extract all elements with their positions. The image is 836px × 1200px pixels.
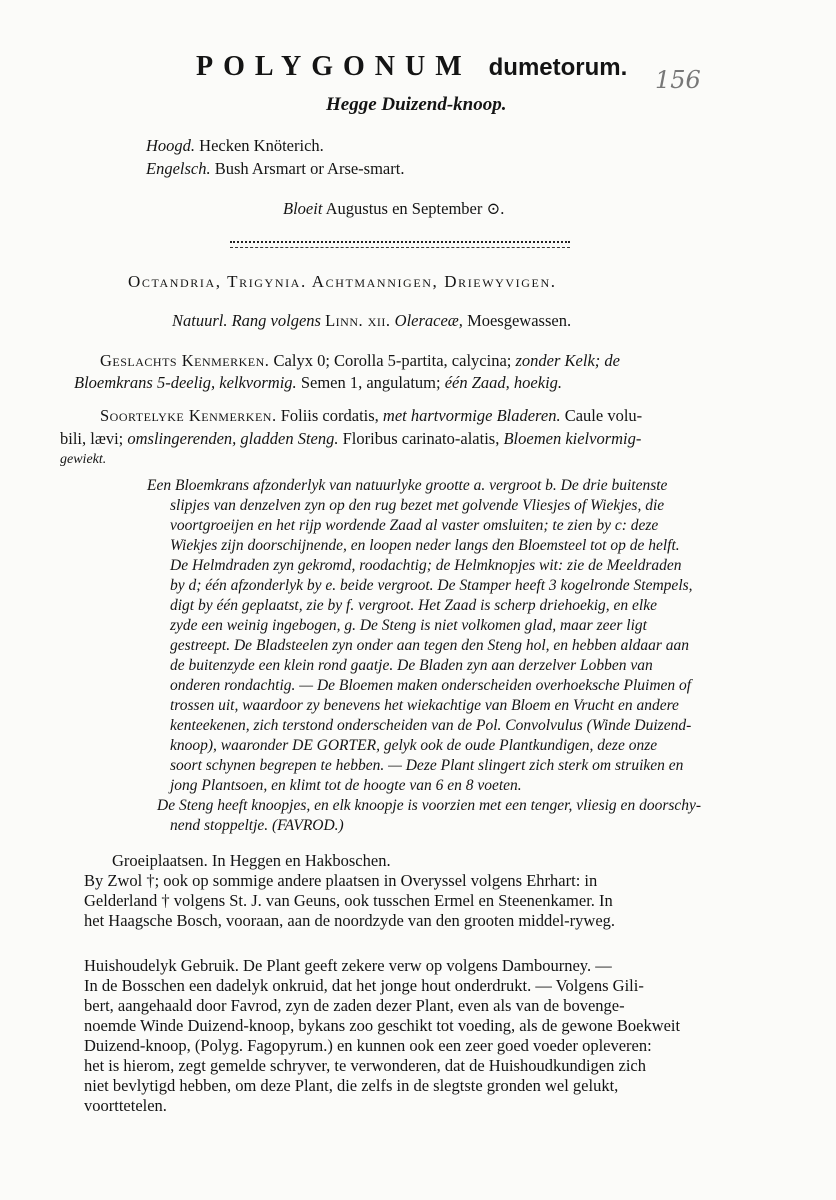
hoogd-label: Hoogd. [146, 136, 196, 155]
description-line: zyde een weinig ingebogen, g. De Steng is niet volkomen glad, maar zeer ligt [170, 617, 647, 634]
description-line: gestreept. De Bladsteelen zyn onder aan tegen den Steng hol, en hebben aldaar aan [170, 637, 689, 654]
species-name: dumetorum. [488, 54, 628, 81]
bloeit-line [283, 201, 504, 218]
soortelyke-latin-2: Caule volu- [564, 406, 643, 425]
description-line: soort schynen begrepen te hebben. — Deze Plant slingert zich sterk om struiken en [170, 757, 684, 774]
huishoudelyk-line: Duizend-knoop, (Polyg. Fagopyrum.) en kunnen ook een zeer goed voeder opleveren: [84, 1036, 652, 1055]
classification-line: Octandria, Trigynia. Achtmannigen, Driewyvigen. [128, 272, 557, 291]
geslachts-heading: Geslachts Kenmerken. [100, 351, 270, 370]
description-line: trossen uit, waardoor zy benevens het wiekachtige van Bloem en Vrucht en andere [170, 697, 679, 714]
order-latin: Oleraceæ, [394, 311, 463, 330]
soortelyke-dutch-3: Bloemen kielvormig- [503, 429, 642, 448]
geslachts-latin: Calyx 0; Corolla 5-partita, calycina; [273, 351, 512, 370]
soortelyke-dutch-2: omslingerenden, gladden Steng. [127, 429, 339, 448]
soortelyke-dutch-1: met hartvormige Bladeren. [382, 406, 561, 425]
description-line: de buitenzyde een klein rond gaatje. De Bladen zyn aan derzelver Lobben van [170, 657, 653, 674]
linnaeus-ref: Linn. xii. [325, 311, 391, 330]
genus-name: POLYGONUM [196, 51, 472, 82]
description-line: De Steng heeft knoopjes, en elk knoopje is voorzien met een tenger, vliesig en doorschy- [157, 797, 702, 814]
description-line: kenteekenen, zich terstond onderscheiden van de Pol. Convolvulus (Winde Duizend- [170, 717, 692, 734]
description-line: De Helmdraden zyn gekromd, roodachtig; de Helmknopjes wit: zie de Meeldraden [170, 557, 682, 574]
geslachts-latin-2: Semen 1, angulatum; [300, 373, 441, 392]
natural-rank-label: Natuurl. Rang volgens [172, 311, 321, 330]
description-line: voortgroeijen en het rijp wordende Zaad al vaster omsluiten; te zien by c: deze [170, 517, 659, 534]
soortelyke-latin-3: bili, lævi; [60, 429, 124, 448]
groeiplaatsen-line: Groeiplaatsen. In Heggen en Hakboschen. [112, 851, 391, 870]
description-line: onderen rondachtig. — De Bloemen maken onderscheiden overhoeksche Pluimen of [170, 677, 692, 694]
huishoudelyk-line: het is hierom, zegt gemelde schryver, te verwonderen, dat de Huishoudkundigen zich [84, 1056, 646, 1075]
soortelyke-line-1 [100, 408, 642, 425]
soortelyke-line-3: gewiekt. [60, 452, 107, 467]
groeiplaatsen-line: Gelderland † volgens St. J. van Geuns, ook tusschen Ermel en Steenenkamer. In [84, 891, 613, 910]
hoogd-line [146, 138, 324, 155]
soortelyke-heading: Soortelyke Kenmerken. [100, 406, 277, 425]
groeiplaatsen-line: het Haagsche Bosch, vooraan, aan de noordzyde van den grooten middel-ryweg. [84, 911, 616, 930]
dutch-name: Hegge Duizend-knoop. [326, 94, 507, 115]
description-line: digt by één geplaatst, zie by f. vergroot. Het Zaad is scherp driehoekig, en elke [170, 597, 657, 614]
engelsch-label: Engelsch. [146, 159, 211, 178]
huishoudelyk-line: Huishoudelyk Gebruik. De Plant geeft zekere verw op volgens Dambourney. — [84, 956, 612, 975]
geslachts-dutch-2: Bloemkrans 5-deelig, kelkvormig. [74, 373, 297, 392]
description-line: Een Bloemkrans afzonderlyk van natuurlyke grootte a. vergroot b. De drie buitenste [147, 477, 668, 494]
bloeit-label: Bloeit [283, 199, 323, 218]
huishoudelyk-line: bert, aangehaald door Favrod, zyn de zaden dezer Plant, even als van de bovenge- [84, 996, 625, 1015]
page-number: 156 [655, 66, 701, 94]
description-line: Wiekjes zijn doorschijnende, en loopen neder langs den Bloemsteel tot op de helft. [170, 537, 680, 554]
geslachts-line-1 [100, 353, 620, 370]
bloeit-value: Augustus en September [325, 199, 483, 218]
huishoudelyk-line: In de Bosschen een dadelyk onkruid, dat het jonge hout onderdrukt. — Volgens Gili- [84, 976, 644, 995]
soortelyke-line-2 [60, 431, 641, 448]
annual-symbol-icon: ⊙. [486, 199, 505, 218]
soortelyke-latin-1: Foliis cordatis, [280, 406, 379, 425]
description-line: by d; één afzonderlyk by e. beide vergroot. De Stamper heeft 3 kogelronde Stempels, [170, 577, 693, 594]
page-title [196, 53, 627, 81]
huishoudelyk-line: noemde Winde Duizend-knoop, bykans zoo geschikt tot voeding, als de gewone Boekweit [84, 1016, 681, 1035]
engelsch-value: Bush Arsmart or Arse-smart. [214, 159, 405, 178]
hoogd-value: Hecken Knöterich. [199, 136, 324, 155]
description-line: jong Plantsoen, en klimt tot de hoogte van 6 en 8 voeten. [170, 777, 522, 794]
order-dutch: Moesgewassen. [467, 311, 572, 330]
description-line: slipjes van denzelven zyn op den rug bezet met golvende Vliesjes of Wiekjes, die [170, 497, 665, 514]
geslachts-dutch: zonder Kelk; de [515, 351, 620, 370]
groeiplaatsen-line: By Zwol †; ook op sommige andere plaatsen in Overyssel volgens Ehrhart: in [84, 871, 598, 890]
geslachts-line-2 [74, 375, 562, 392]
natural-rank-line [172, 313, 571, 330]
soortelyke-latin-4: Floribus carinato-alatis, [342, 429, 500, 448]
description-line: knoop), waaronder DE GORTER, gelyk ook de oude Plantkundigen, deze onze [170, 737, 658, 754]
huishoudelyk-line: niet bevlytigd hebben, om deze Plant, die zelfs in de slegtste gronden wel gelukt, [84, 1076, 619, 1095]
geslachts-dutch-3: één Zaad, hoekig. [444, 373, 563, 392]
description-line: nend stoppeltje. (FAVROD.) [170, 817, 344, 834]
engelsch-line [146, 161, 404, 178]
huishoudelyk-line: voorttetelen. [84, 1096, 167, 1115]
ornamental-divider [230, 241, 570, 248]
